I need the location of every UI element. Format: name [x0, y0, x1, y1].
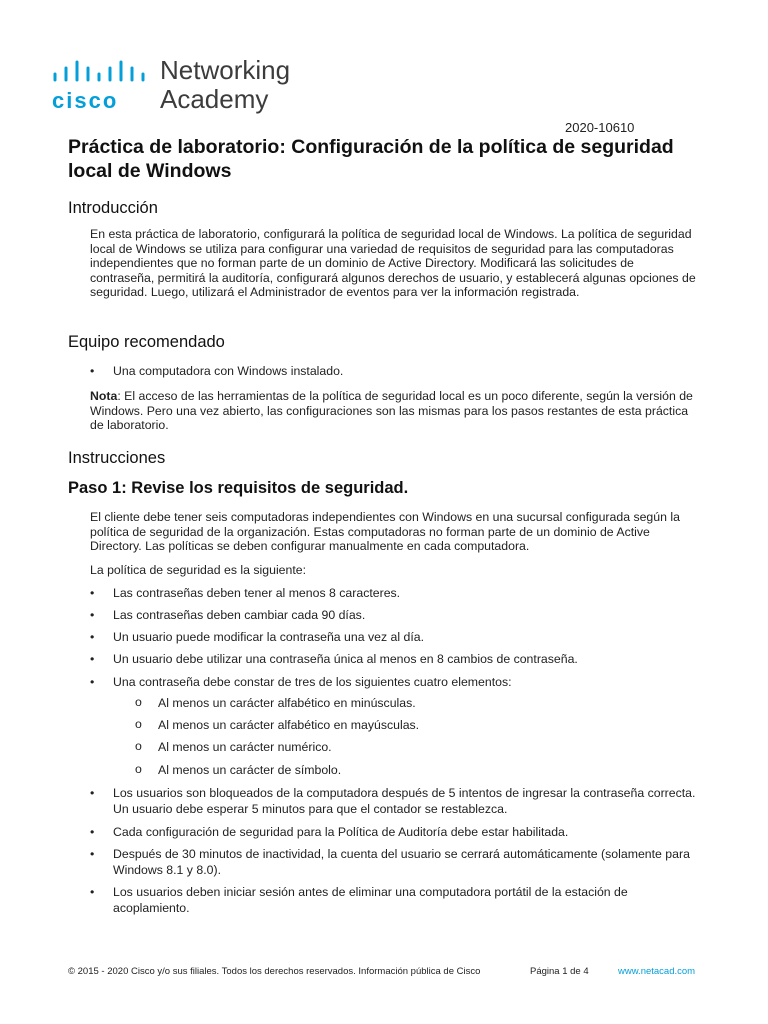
list-item-text: Un usuario puede modificar la contraseña una vez al día.: [113, 630, 425, 644]
sub-list-item-text: Al menos un carácter alfabético en minúsculas.: [158, 696, 416, 710]
sub-list-item-text: Al menos un carácter de símbolo.: [158, 763, 342, 777]
bullet-icon: •: [90, 652, 95, 666]
list-item-text: Una contraseña debe constar de tres de los siguientes cuatro elementos:: [113, 675, 512, 689]
policy-intro: La política de seguridad es la siguiente:: [90, 563, 307, 577]
bullet-icon: •: [90, 675, 95, 689]
bullet-icon: •: [90, 364, 95, 378]
sub-list-item-text: Al menos un carácter alfabético en mayúsculas.: [158, 718, 420, 732]
list-item-text: Un usuario debe utilizar una contraseña única al menos en 8 cambios de contraseña.: [113, 652, 578, 666]
list-item-text: Cada configuración de seguridad para la Política de Auditoría debe estar habilitada.: [113, 825, 569, 839]
document-title: Práctica de laboratorio: Configuración de la política de seguridad local de Windows: [68, 136, 674, 182]
cisco-wordmark: cisco: [52, 88, 119, 113]
bullet-icon: •: [90, 586, 95, 600]
sub-list-item-text: Al menos un carácter numérico.: [158, 740, 332, 754]
bullet-icon: •: [90, 786, 95, 800]
bullet-icon: •: [90, 825, 95, 839]
step1-heading: Paso 1: Revise los requisitos de seguridad.: [68, 479, 409, 497]
document-id: 2020-10610: [565, 120, 635, 135]
academy-wordmark: [160, 56, 290, 114]
logo-line-academy: Academy: [160, 84, 269, 114]
note-text: : El acceso de las herramientas de la política de seguridad local es un poco diferente, según la versión de Windows. Pero una vez abierto, las configuraciones son las mismas para los pasos restantes de esta práctica de laboratorio.: [90, 389, 693, 433]
cisco-bars-icon: [52, 60, 152, 82]
footer-page-number: Página 1 de 4: [530, 966, 589, 977]
list-item-text: Los usuarios son bloqueados de la computadora después de 5 intentos de ingresar la contraseña correcta. Un usuario debe esperar 5 minutos para que el contador se restablezca.: [113, 786, 696, 816]
bullet-icon: •: [90, 885, 95, 899]
cisco-networking-academy-logo: [52, 55, 312, 118]
logo-line-networking: Networking: [160, 55, 291, 85]
circle-bullet-icon: o: [135, 762, 142, 776]
equipment-heading: Equipo recomendado: [68, 333, 225, 351]
circle-bullet-icon: o: [135, 717, 142, 731]
list-item-text: Los usuarios deben iniciar sesión antes de eliminar una computadora portátil de la estación de acoplamiento.: [113, 885, 628, 915]
note-label: Nota: [90, 389, 118, 403]
list-item-text: Las contraseñas deben tener al menos 8 caracteres.: [113, 586, 401, 600]
bullet-icon: •: [90, 630, 95, 644]
footer-copyright: © 2015 - 2020 Cisco y/o sus filiales. Todos los derechos reservados. Información pública de Cisco: [68, 966, 481, 977]
intro-heading: Introducción: [68, 199, 158, 217]
equipment-item-text: Una computadora con Windows instalado.: [113, 364, 344, 378]
instructions-heading: Instrucciones: [68, 449, 166, 467]
list-item-text: Las contraseñas deben cambiar cada 90 días.: [113, 608, 366, 622]
bullet-icon: •: [90, 608, 95, 622]
step1-text: El cliente debe tener seis computadoras independientes con Windows en una sucursal configurada según la política de seguridad de la organización. Estas computadoras no forman parte de un dominio de Active Directory. Las políticas se deben configurar manualmente en cada computadora.: [90, 510, 680, 554]
footer-link[interactable]: www.netacad.com: [618, 966, 696, 977]
list-item-text: Después de 30 minutos de inactividad, la cuenta del usuario se cerrará automáticamente (solamente para Windows 8.1 y 8.0).: [113, 847, 690, 877]
circle-bullet-icon: o: [135, 739, 142, 753]
intro-text: En esta práctica de laboratorio, configurará la política de seguridad local de Windows. La política de seguridad local de Windows se utiliza para configurar una variedad de requisitos de seguridad para las computadoras independientes que no forman parte de un dominio de Active Directory. Modificará las solicitudes de contraseña, permitirá la auditoría, configurará algunos derechos de usuario, y establecerá algunas opciones de seguridad. Luego, utilizará el Administrador de eventos para ver la información registrada.: [90, 227, 696, 300]
circle-bullet-icon: o: [135, 695, 142, 709]
equipment-note: [90, 389, 700, 433]
bullet-icon: •: [90, 847, 95, 861]
